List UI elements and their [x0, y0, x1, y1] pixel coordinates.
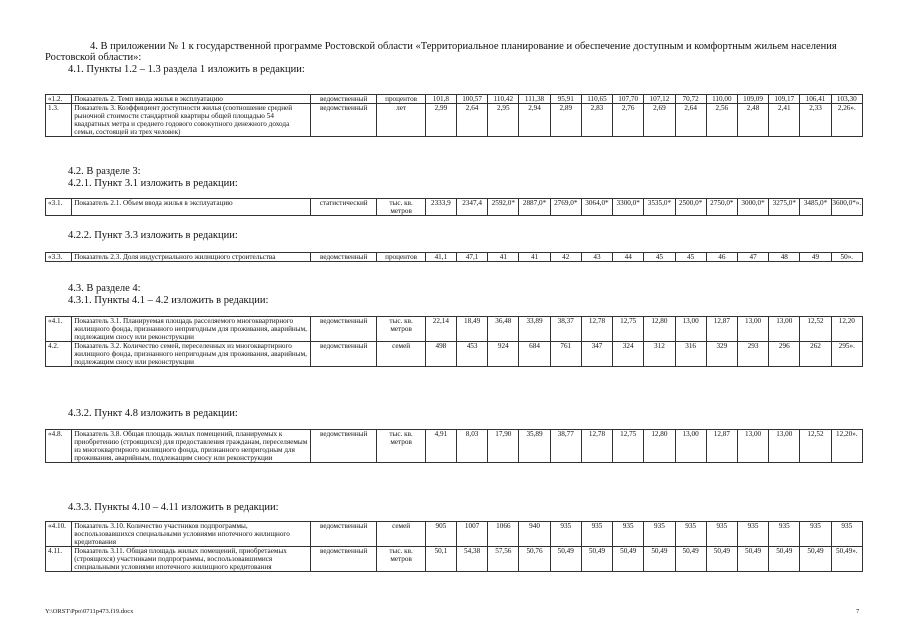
heading-4-2-1: 4.2.1. Пункт 3.1 изложить в редакции: — [68, 178, 238, 189]
value-cell: 935 — [613, 522, 644, 547]
value-cell: 101,8 — [425, 95, 456, 104]
value-cell: 57,56 — [488, 547, 519, 572]
value-cell: 2333,9 — [425, 199, 456, 216]
value-cell: 12,75 — [613, 430, 644, 463]
value-cell: 935 — [644, 522, 675, 547]
value-cell: 8,03 — [456, 430, 487, 463]
value-cell: 12,52 — [800, 430, 831, 463]
value-cell: 50,49 — [675, 547, 706, 572]
value-cell: 935 — [800, 522, 831, 547]
value-cell: 42 — [550, 253, 581, 262]
value-cell: 12,80 — [644, 430, 675, 463]
table-row — [46, 317, 863, 342]
table-point-3-3 — [45, 252, 863, 262]
indicator-name-cell: Показатель 3.10. Количество участников подпрограммы, воспользовавшихся специальными условиями ипотечного жилищного кредитования — [72, 522, 311, 547]
row-number-cell: 1.3. — [46, 104, 72, 137]
value-cell: 2592,0* — [488, 199, 519, 216]
value-cell: 18,49 — [456, 317, 487, 342]
value-cell: 2,26». — [831, 104, 862, 137]
indicator-type-cell: статистический — [310, 199, 376, 216]
heading-4-3-1: 4.3.1. Пункты 4.1 – 4.2 изложить в редакции: — [68, 295, 269, 306]
indicator-type-cell: ведомственный — [310, 104, 376, 137]
value-cell: 110,65 — [581, 95, 612, 104]
value-cell: 50,49 — [769, 547, 800, 572]
value-cell: 47 — [737, 253, 768, 262]
value-cell: 13,00 — [769, 430, 800, 463]
value-cell: 3300,0* — [613, 199, 644, 216]
indicator-type-cell: ведомственный — [310, 95, 376, 104]
value-cell: 44 — [613, 253, 644, 262]
value-cell: 35,89 — [519, 430, 550, 463]
row-number-cell: «3.1. — [46, 199, 72, 216]
value-cell: 2,95 — [488, 104, 519, 137]
value-cell: 293 — [737, 342, 768, 367]
value-cell: 109,17 — [769, 95, 800, 104]
value-cell: 50,49 — [706, 547, 737, 572]
value-cell: 41 — [519, 253, 550, 262]
value-cell: 2,94 — [519, 104, 550, 137]
value-cell: 106,41 — [800, 95, 831, 104]
value-cell: 2,33 — [800, 104, 831, 137]
value-cell: 2,69 — [644, 104, 675, 137]
value-cell: 935 — [831, 522, 862, 547]
value-cell: 107,12 — [644, 95, 675, 104]
indicator-name-cell: Показатель 3.8. Общая площадь жилых помещений, планируемых к приобретению (строящихся) для предоставления гражданам, переселяемым из многоквартирного жилищного фонда, признанного непригодным для проживания, аварийным, подлежащим сносу или реконструкции — [72, 430, 311, 463]
value-cell: 1007 — [456, 522, 487, 547]
unit-cell: семей — [377, 522, 425, 547]
value-cell: 905 — [425, 522, 456, 547]
value-cell: 17,90 — [488, 430, 519, 463]
value-cell: 2750,0* — [706, 199, 737, 216]
value-cell: 50,49 — [800, 547, 831, 572]
value-cell: 2,41 — [769, 104, 800, 137]
value-cell: 935 — [769, 522, 800, 547]
row-number-cell: «1.2. — [46, 95, 72, 104]
row-number-cell: «4.10. — [46, 522, 72, 547]
value-cell: 935 — [706, 522, 737, 547]
value-cell: 2,76 — [613, 104, 644, 137]
indicator-type-cell: ведомственный — [310, 522, 376, 547]
value-cell: 924 — [488, 342, 519, 367]
indicator-type-cell: ведомственный — [310, 430, 376, 463]
value-cell: 46 — [706, 253, 737, 262]
value-cell: 50,1 — [425, 547, 456, 572]
value-cell: 12,20 — [831, 317, 862, 342]
table-point-4-8 — [45, 429, 863, 463]
value-cell: 50,49». — [831, 547, 862, 572]
value-cell: 110,42 — [488, 95, 519, 104]
value-cell: 1066 — [488, 522, 519, 547]
unit-cell: процентов — [377, 253, 425, 262]
value-cell: 111,38 — [519, 95, 550, 104]
row-number-cell: «4.1. — [46, 317, 72, 342]
heading-4-3: 4.3. В разделе 4: — [68, 283, 141, 294]
value-cell: 2887,0* — [519, 199, 550, 216]
indicator-name-cell: Показатель 3.1. Планируемая площадь расселяемого многоквартирного жилищного фонда, признанного непригодным для проживания, аварийным, подлежащим сносу или реконструкции — [72, 317, 311, 342]
value-cell: 50,49 — [550, 547, 581, 572]
row-number-cell: «3.3. — [46, 253, 72, 262]
value-cell: 684 — [519, 342, 550, 367]
value-cell: 41,1 — [425, 253, 456, 262]
value-cell: 3485,0* — [800, 199, 831, 216]
value-cell: 2,64 — [456, 104, 487, 137]
value-cell: 316 — [675, 342, 706, 367]
value-cell: 498 — [425, 342, 456, 367]
value-cell: 935 — [581, 522, 612, 547]
heading-4-2: 4.2. В разделе 3: — [68, 166, 141, 177]
value-cell: 2769,0* — [550, 199, 581, 216]
value-cell: 12,78 — [581, 430, 612, 463]
value-cell: 110,00 — [706, 95, 737, 104]
indicator-name-cell: Показатель 3. Коэффициент доступности жилья (соотношение средней рыночной стоимости стандартной квартиры общей площадью 54 квадратных метра и среднего годового совокупного денежного дохода семьи, состоящей из трех человек) — [72, 104, 311, 137]
value-cell: 329 — [706, 342, 737, 367]
value-cell: 38,37 — [550, 317, 581, 342]
value-cell: 3275,0* — [769, 199, 800, 216]
value-cell: 50,49 — [737, 547, 768, 572]
value-cell: 43 — [581, 253, 612, 262]
value-cell: 50». — [831, 253, 862, 262]
row-number-cell: 4.11. — [46, 547, 72, 572]
table-point-3-1 — [45, 198, 863, 216]
table-row — [46, 342, 863, 367]
indicator-name-cell: Показатель 3.11. Общая площадь жилых помещений, приобретаемых (строящихся) участниками подпрограммы, воспользовавшимися специальными условиями ипотечного жилищного кредитования — [72, 547, 311, 572]
value-cell: 107,70 — [613, 95, 644, 104]
value-cell: 38,77 — [550, 430, 581, 463]
value-cell: 935 — [737, 522, 768, 547]
table-points-4-1-4-2 — [45, 316, 863, 367]
value-cell: 100,57 — [456, 95, 487, 104]
value-cell: 50,76 — [519, 547, 550, 572]
value-cell: 12,80 — [644, 317, 675, 342]
value-cell: 50,49 — [644, 547, 675, 572]
value-cell: 3535,0* — [644, 199, 675, 216]
value-cell: 70,72 — [675, 95, 706, 104]
value-cell: 262 — [800, 342, 831, 367]
value-cell: 103,30 — [831, 95, 862, 104]
value-cell: 2,64 — [675, 104, 706, 137]
value-cell: 48 — [769, 253, 800, 262]
table-row — [46, 199, 863, 216]
value-cell: 324 — [613, 342, 644, 367]
row-number-cell: 4.2. — [46, 342, 72, 367]
indicator-name-cell: Показатель 2.3. Доля индустриального жилищного строительства — [72, 253, 311, 262]
table-points-4-10-4-11 — [45, 521, 863, 572]
indicator-name-cell: Показатель 2.1. Объем ввода жилья в эксплуатацию — [72, 199, 311, 216]
heading-4-3-2: 4.3.2. Пункт 4.8 изложить в редакции: — [68, 408, 238, 419]
unit-cell: тыс. кв. метров — [377, 317, 425, 342]
table-row — [46, 95, 863, 104]
value-cell: 2,83 — [581, 104, 612, 137]
value-cell: 50,49 — [613, 547, 644, 572]
unit-cell: семей — [377, 342, 425, 367]
value-cell: 45 — [644, 253, 675, 262]
heading-4-2-2: 4.2.2. Пункт 3.3 изложить в редакции: — [68, 230, 238, 241]
indicator-type-cell: ведомственный — [310, 342, 376, 367]
value-cell: 54,38 — [456, 547, 487, 572]
value-cell: 12,52 — [800, 317, 831, 342]
indicator-name-cell: Показатель 3.2. Количество семей, переселенных из многоквартирного жилищного фонда, признанного непригодным для проживания, аварийным, подлежащим сносу или реконструкции — [72, 342, 311, 367]
value-cell: 109,09 — [737, 95, 768, 104]
value-cell: 453 — [456, 342, 487, 367]
value-cell: 2,99 — [425, 104, 456, 137]
value-cell: 935 — [675, 522, 706, 547]
unit-cell: лет — [377, 104, 425, 137]
value-cell: 41 — [488, 253, 519, 262]
heading-4-3-3: 4.3.3. Пункты 4.10 – 4.11 изложить в редакции: — [68, 502, 279, 513]
value-cell: 3064,0* — [581, 199, 612, 216]
unit-cell: тыс. кв. метров — [377, 430, 425, 463]
value-cell: 2,48 — [737, 104, 768, 137]
value-cell: 33,89 — [519, 317, 550, 342]
value-cell: 4,91 — [425, 430, 456, 463]
value-cell: 22,14 — [425, 317, 456, 342]
unit-cell: процентов — [377, 95, 425, 104]
footer-file-path: Y:\ORST\Ppo\0711p473.f19.docx — [45, 608, 134, 615]
value-cell: 13,00 — [675, 430, 706, 463]
value-cell: 13,00 — [737, 317, 768, 342]
indicator-type-cell: ведомственный — [310, 317, 376, 342]
indicator-type-cell: ведомственный — [310, 547, 376, 572]
value-cell: 3600,0*». — [831, 199, 862, 216]
value-cell: 13,00 — [737, 430, 768, 463]
value-cell: 761 — [550, 342, 581, 367]
intro-line-1: 4. В приложении № 1 к государственной программе Ростовской области «Территориальное планирование и обеспечение доступным и комфортным жильем населения — [90, 41, 837, 52]
table-row — [46, 253, 863, 262]
value-cell: 12,78 — [581, 317, 612, 342]
unit-cell: тыс. кв. метров — [377, 199, 425, 216]
value-cell: 312 — [644, 342, 675, 367]
indicator-type-cell: ведомственный — [310, 253, 376, 262]
page-number: 7 — [856, 608, 860, 615]
table-row — [46, 522, 863, 547]
table-row — [46, 547, 863, 572]
value-cell: 940 — [519, 522, 550, 547]
value-cell: 13,00 — [675, 317, 706, 342]
intro-line-2: Ростовской области»: — [45, 52, 142, 63]
table-row — [46, 104, 863, 137]
value-cell: 95,91 — [550, 95, 581, 104]
value-cell: 45 — [675, 253, 706, 262]
value-cell: 12,87 — [706, 317, 737, 342]
value-cell: 12,87 — [706, 430, 737, 463]
value-cell: 36,48 — [488, 317, 519, 342]
value-cell: 295». — [831, 342, 862, 367]
value-cell: 12,75 — [613, 317, 644, 342]
value-cell: 2500,0* — [675, 199, 706, 216]
value-cell: 2,56 — [706, 104, 737, 137]
unit-cell: тыс. кв. метров — [377, 547, 425, 572]
value-cell: 935 — [550, 522, 581, 547]
value-cell: 2,89 — [550, 104, 581, 137]
value-cell: 12,20». — [831, 430, 862, 463]
heading-4-1: 4.1. Пункты 1.2 – 1.3 раздела 1 изложить в редакции: — [68, 64, 305, 75]
row-number-cell: «4.8. — [46, 430, 72, 463]
value-cell: 2347,4 — [456, 199, 487, 216]
value-cell: 296 — [769, 342, 800, 367]
indicator-name-cell: Показатель 2. Темп ввода жилья в эксплуатацию — [72, 95, 311, 104]
value-cell: 13,00 — [769, 317, 800, 342]
table-row — [46, 430, 863, 463]
value-cell: 3000,0* — [737, 199, 768, 216]
value-cell: 47,1 — [456, 253, 487, 262]
value-cell: 347 — [581, 342, 612, 367]
value-cell: 50,49 — [581, 547, 612, 572]
value-cell: 49 — [800, 253, 831, 262]
table-section-1 — [45, 94, 863, 137]
